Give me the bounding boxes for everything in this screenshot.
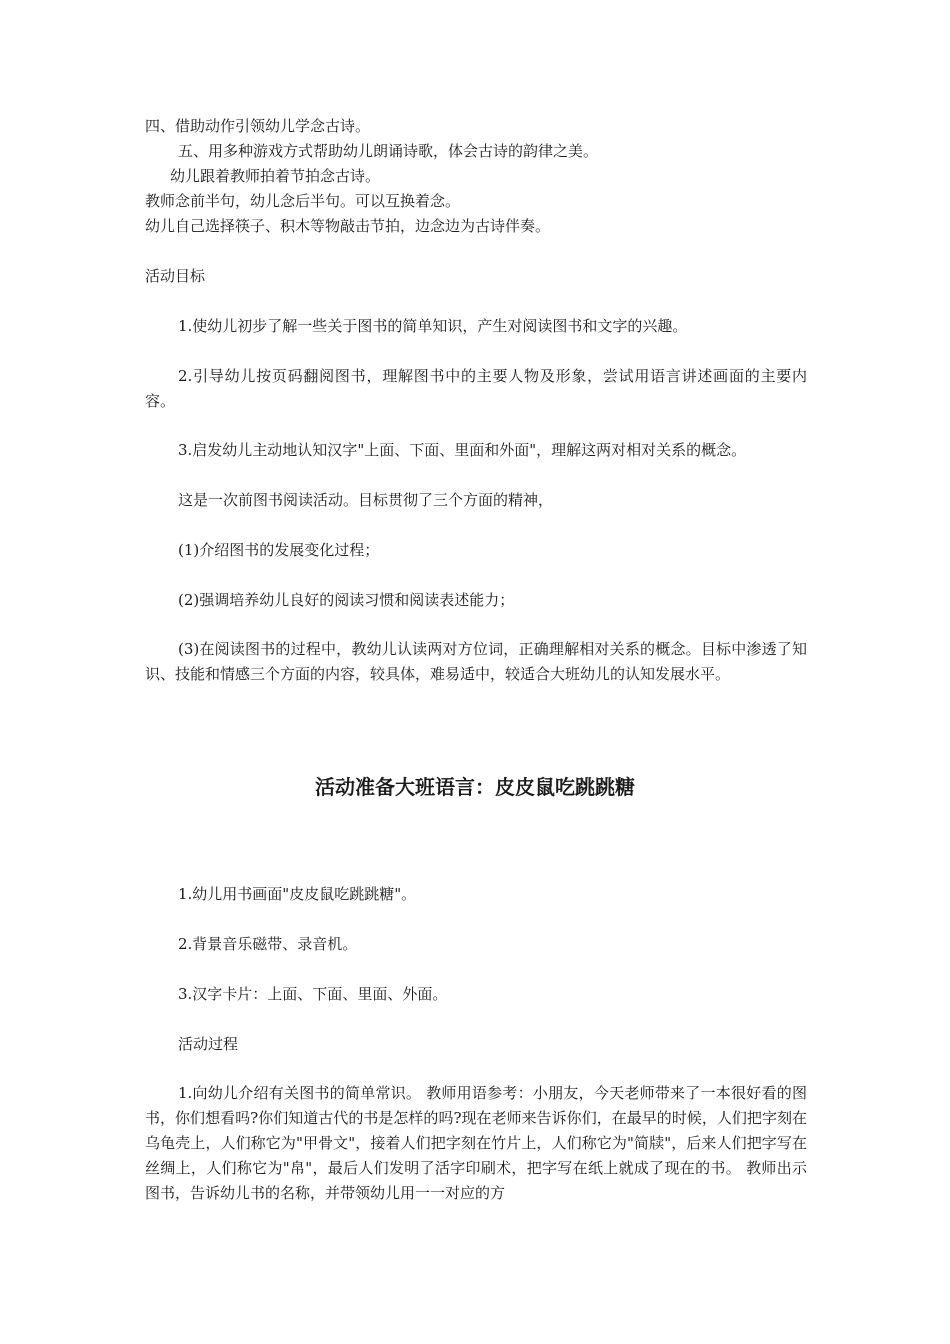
intro-line-1: 四、借助动作引领幼儿学念古诗。 [145,117,371,135]
goal-item-3: 3.启发幼儿主动地认知汉字"上面、下面、里面和外面"，理解这两对相对关系的概念。 [178,441,747,459]
goal-point-1: (1)介绍图书的发展变化过程； [178,541,380,559]
intro-line-5: 幼儿自己选择筷子、积木等物敲击节拍，边念边为古诗伴奏。 [145,217,551,235]
goal-item-1: 1.使幼儿初步了解一些关于图书的简单知识，产生对阅读图书和文字的兴趣。 [178,317,688,335]
process-heading: 活动过程 [178,1035,239,1053]
intro-line-2: 五、用多种游戏方式帮助幼儿朗诵诗歌，体会古诗的韵律之美。 [178,142,599,160]
section-title: 活动准备大班语言：皮皮鼠吃跳跳糖 [315,775,635,799]
goal-point-2: (2)强调培养幼儿良好的阅读习惯和阅读表述能力； [178,591,515,609]
goal-item-2: 2.引导幼儿按页码翻阅图书，理解图书中的主要人物及形象，尝试用语言讲述画面的主要内容。 [145,367,807,410]
prep-item-2: 2.背景音乐磁带、录音机。 [178,935,358,953]
process-item-1: 1.向幼儿介绍有关图书的简单常识。 教师用语参考：小朋友，今天老师带来了一本很好看的图书，你们想看吗?你们知道古代的书是怎样的吗?现在老师来告诉你们，在最早的时候，人们把字刻在乌龟壳上，人们称它为"甲骨文"，接着人们把字刻在竹片上，人们称它为"简牍"，后来人们把字写在丝绸上，人们称它为"帛"，最后人们发明了活字印刷术，把字写在纸上就成了现在的书。 教师出示图书，告诉幼儿书的名称，并带领幼儿用一一对应的方 [145,1084,807,1202]
goals-summary: 这是一次前图书阅读活动。目标贯彻了三个方面的精神， [178,491,554,509]
intro-line-3: 幼儿跟着教师拍着节拍念古诗。 [170,167,381,185]
goals-heading: 活动目标 [145,267,206,285]
intro-line-4: 教师念前半句，幼儿念后半句。可以互换着念。 [145,192,461,210]
goal-point-3: (3)在阅读图书的过程中，教幼儿认读两对方位词，正确理解相对关系的概念。目标中渗透了知识、技能和情感三个方面的内容，较具体，难易适中，较适合大班幼儿的认知发展水平。 [145,640,807,683]
prep-item-1: 1.幼儿用书画面"皮皮鼠吃跳跳糖"。 [178,885,417,903]
prep-item-3: 3.汉字卡片：上面、下面、里面、外面。 [178,985,448,1003]
